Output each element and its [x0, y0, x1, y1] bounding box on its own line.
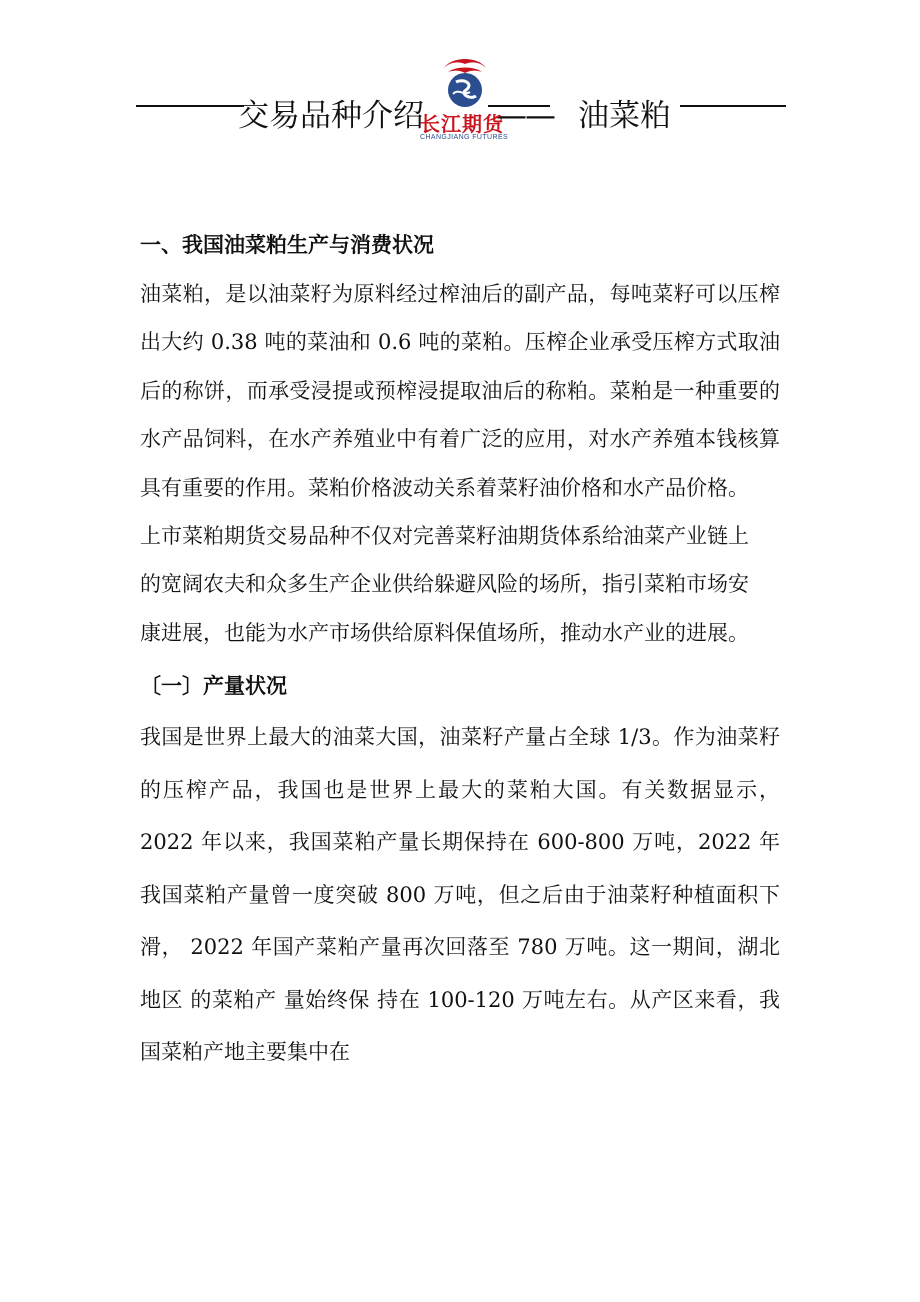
page-title-main: 交易品种介绍: [238, 98, 424, 134]
company-logo: [410, 52, 520, 148]
logo-text-en: CHANGJIANG FUTURES: [420, 134, 509, 141]
document-header: [0, 0, 920, 160]
document-body: [140, 220, 780, 1079]
header-rule-left: [136, 105, 244, 107]
section-heading: 一、我国油菜粕生产与消费状况: [140, 233, 434, 257]
body-paragraph: 上市菜粕期货交易品种不仅对完善菜籽油期货体系给油菜产业链上的宽阔农夫和众多生产企业供给躲避风险的场所，指引菜粕市场安康进展，也能为水产市场供给原料保值场所，推动水产业的进展。: [140, 524, 749, 645]
subsection-heading: 〔一〕产量状况: [140, 674, 287, 699]
logo-emblem-icon: [436, 52, 494, 110]
page-title-dash: ——: [496, 98, 554, 134]
logo-text-cn: 长江期货: [420, 112, 504, 136]
header-rule-right: [680, 105, 786, 107]
page-title-product: 油菜粕: [578, 98, 671, 134]
body-paragraph: 我国是世界上最大的油菜大国，油菜籽产量占全球 1/3。作为油菜籽的压榨产品，我国也是世界上最大的菜粕大国。有关数据显示，2022 年以来，我国菜粕产量长期保持在 600-800 万吨，2022 年我国菜粕产量曾一度突破 800 万吨，但之后由于油菜籽种植面积下滑， 2022 年国产菜粕产量再次回落至 780 万吨。这一期间，湖北地区 的菜粕产 量始终保 持在 100-120 万吨左右。从产区来看，我国菜粕产地主要集中在: [140, 725, 780, 1065]
body-paragraph: 油菜粕，是以油菜籽为原料经过榨油后的副产品，每吨菜籽可以压榨出大约 0.38 吨的菜油和 0.6 吨的菜粕。压榨企业承受压榨方式取油后的称饼，而承受浸提或预榨浸提取油后的称粕。菜粕是一种重要的水产品饲料，在水产养殖业中有着广泛的应用，对水产养殖本钱核算具有重要的作用。菜粕价格波动关系着菜籽油价格和水产品价格。: [140, 282, 780, 500]
